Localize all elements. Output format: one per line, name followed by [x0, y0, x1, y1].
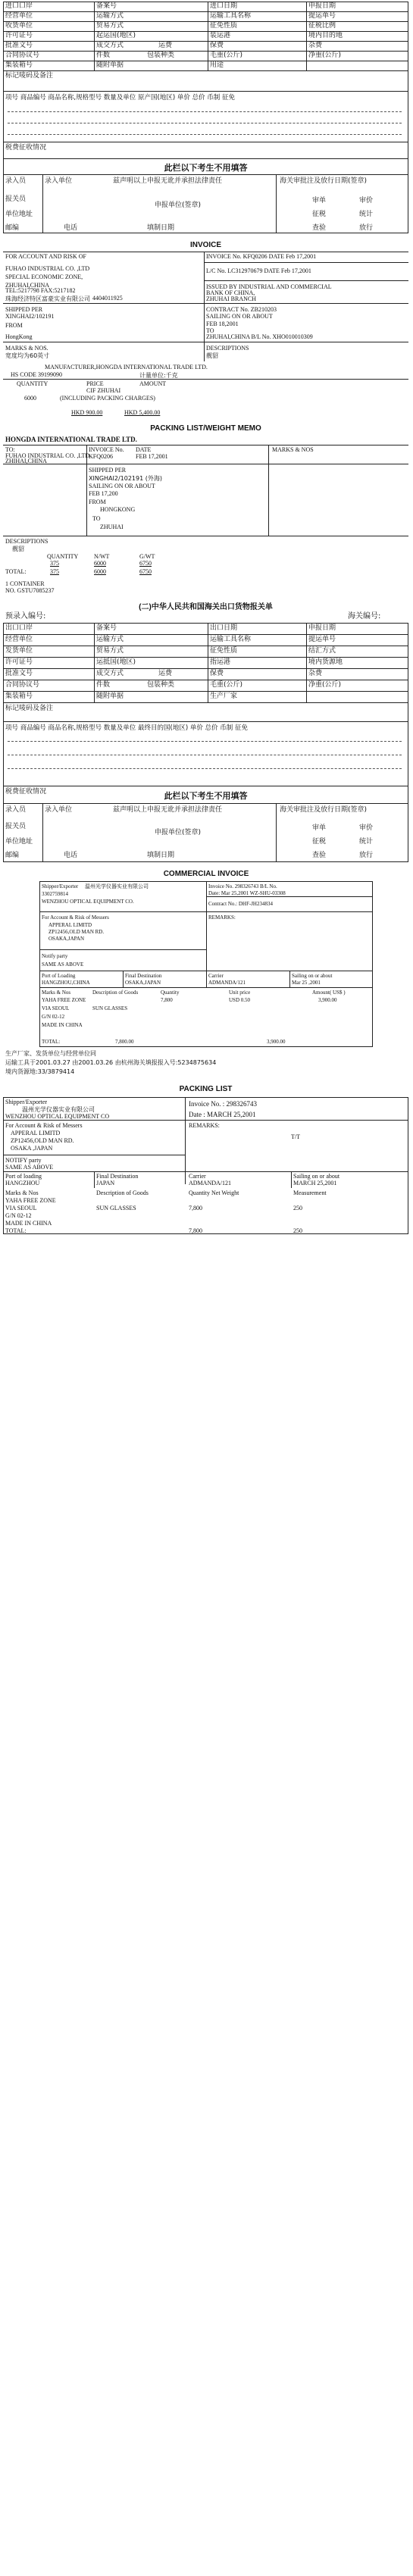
decl2-r5c1: 件数 — [96, 681, 111, 689]
pack2-sail-label: Sailing on or about — [293, 1173, 340, 1180]
pack1-to2-label: TO — [92, 515, 101, 522]
decl1-r2c0: 收货单位 — [5, 22, 33, 30]
inv2-mark2: VIA SEOUL — [42, 1005, 70, 1011]
pack2-sail: MARCH 25,2001 — [293, 1180, 337, 1186]
decl1-customs-note: 海关审批注及放行日期(签章) — [280, 177, 368, 185]
decl1-r2c1: 贸易方式 — [96, 22, 124, 30]
decl1-r6c0: 集装箱号 — [5, 61, 33, 69]
pack1-total-label: TOTAL: — [5, 568, 27, 575]
pack2-port: HANGZHOU — [5, 1180, 40, 1186]
decl1-postcode: 邮编 — [5, 224, 20, 232]
inv1-descriptions: DESCRIPTIONS — [206, 345, 249, 352]
inv1-unit-price: HKD 900.00 — [71, 409, 103, 416]
decl1-r3c2: 装运港 — [210, 32, 231, 39]
inv2-shipper-code: 3302759814 — [42, 891, 68, 897]
decl2-customs-no: 海关编号: — [348, 612, 381, 621]
decl2-customs-note: 海关审批注及放行日期(签章) — [280, 806, 368, 814]
pack2-qty-label: Quantity Net Weight — [189, 1190, 239, 1196]
inv1-city: ZHUHAI,CHINA — [5, 282, 49, 289]
pack1-nw: 6000 — [94, 560, 106, 567]
inv2-notify: Notify party — [42, 953, 68, 959]
pack2-meas-label: Measurement — [293, 1190, 327, 1196]
inv1-to-label: TO — [206, 327, 214, 334]
decl2-unit-address: 单位地址 — [5, 838, 33, 846]
inv2-unit-label: Unit price — [229, 989, 251, 996]
inv2-total-label: TOTAL: — [42, 1039, 61, 1045]
inv1-quantity: 6000 — [24, 395, 36, 402]
decl1-banner: 此栏以下考生不用填答 — [164, 164, 248, 173]
pack2-remarks: REMARKS: — [189, 1122, 220, 1129]
pack2-dest-label: Final Destination — [96, 1173, 139, 1180]
inv1-hs-code: HS CODE 39199090 — [11, 371, 63, 378]
pack2-shipper-label: Shipper/Exporter — [5, 1099, 48, 1105]
decl2-r4c2: 运费 — [158, 670, 173, 677]
decl2-phone: 电话 — [64, 852, 78, 859]
decl1-declaring-unit: 申报单位(签章) — [155, 202, 202, 209]
decl2-r6c1: 随附单据 — [96, 692, 124, 700]
inv1-price-label: PRICE — [86, 380, 104, 387]
pack2-port-label: Port of loading — [5, 1173, 42, 1180]
pack2-mark2: VIA SEOUL — [5, 1205, 37, 1211]
pack2-carrier-label: Carrier — [189, 1173, 206, 1180]
decl1-r1c0: 经营单位 — [5, 12, 33, 20]
decl2-title: (二)中华人民共和国海关出口货物报关单 — [139, 603, 273, 611]
decl1-goods-header: 项号 商品编号 商品名称,规格型号 数量及单位 原产国(地区) 单价 总价 币制 征免 — [5, 94, 235, 102]
decl2-r5c0: 合同协议号 — [5, 681, 40, 689]
decl2-banner: 此栏以下考生不用填答 — [164, 792, 248, 801]
pack1-to: FUHAO INDUSTRIAL CO. ,LTD — [5, 452, 90, 459]
decl2-r1c3: 提运单号 — [308, 636, 336, 643]
inv1-sailing: SAILING ON OR ABOUT — [206, 313, 273, 320]
decl1-inspect: 查验 — [312, 224, 327, 232]
decl2-examine: 审价 — [359, 824, 374, 832]
inv2-unit: USD 0.50 — [229, 997, 251, 1003]
decl1-r6c2: 用途 — [210, 61, 224, 69]
decl2-r2c0: 发货单位 — [5, 647, 33, 655]
pack1-total-gw: 6750 — [139, 568, 152, 575]
inv2-mark1: YAHA FREE ZONE — [42, 997, 86, 1003]
decl1-r1c2: 运输工具名称 — [210, 12, 252, 20]
decl2-r3c0: 许可证号 — [5, 658, 33, 666]
decl2-r4c3: 保费 — [210, 670, 224, 677]
inv1-shipped-label: SHIPPED PER — [5, 306, 43, 313]
decl2-levy: 征税 — [312, 838, 327, 846]
decl1-r2c3: 征税比例 — [308, 22, 336, 30]
decl2-entry-unit: 录入单位 — [45, 806, 73, 814]
pack2-shipper-cn: 温州光学仪器实业有限公司 — [22, 1106, 95, 1113]
decl2-r2c1: 贸易方式 — [96, 647, 124, 655]
pack2-title: PACKING LIST — [179, 1085, 233, 1093]
inv2-qty-label: Quantity — [161, 989, 180, 996]
inv1-branch: ZHUHAI BRANCH — [206, 295, 256, 302]
decl2-r1c1: 运输方式 — [96, 636, 124, 643]
decl1-phone: 电话 — [64, 224, 78, 232]
inv2-carrier-label: Carrier — [208, 973, 224, 979]
inv1-contract: CONTRACT No. ZB210203 — [206, 306, 277, 313]
pack1-to-label: TO: — [5, 446, 15, 453]
pack1-sailing: SAILING ON OR ABOUT — [89, 483, 155, 489]
pack1-total-nw: 6000 — [94, 568, 106, 575]
decl1-statistics: 统计 — [359, 211, 374, 218]
inv1-unit-note: 计量单位:千克 — [139, 372, 178, 379]
inv2-note2: 运输工具于2001.03.27 由2001.03.26 由杭州海关填报报入号:5234875634 — [5, 1059, 217, 1066]
inv1-zone: SPECIAL ECONOMIC ZONE, — [5, 274, 83, 280]
inv1-company: FUHAO INDUSTRIAL CO. ,LTD — [5, 265, 90, 272]
invoice-notes — [3, 1049, 408, 1083]
inv1-issued-by: ISSUED BY INDUSTRIAL AND COMMERCIAL — [206, 283, 332, 290]
decl1-r1c3: 提运单号 — [308, 12, 336, 20]
pack1-gw-label: G/WT — [139, 553, 155, 560]
inv1-packing: (INCLUDING PACKING CHARGES) — [60, 395, 155, 402]
decl2-r4c1: 成交方式 — [96, 670, 124, 677]
decl2-r2c2: 征免性质 — [210, 647, 238, 655]
invoice-title: INVOICE — [189, 241, 222, 249]
decl1-r3c0: 许可证号 — [5, 32, 33, 39]
pack2-addr: ZP12456,OLD MAN RD. — [11, 1137, 74, 1144]
inv1-cn-code: 4404011925 — [92, 295, 123, 302]
pack2-total-label: TOTAL: — [5, 1227, 27, 1234]
inv2-note3: 境内货源地:33/3879414 — [5, 1068, 75, 1075]
inv1-qty-label: QUANTITY — [17, 380, 48, 387]
pack2-date: Date : MARCH 25,2001 — [189, 1111, 256, 1118]
decl1-r5c2: 包装种类 — [147, 52, 175, 59]
pack2-weight: 250 — [293, 1205, 302, 1211]
inv1-tel: TEL:5217798 FAX:5217182 — [5, 287, 76, 294]
decl1-examine: 审价 — [359, 197, 374, 205]
decl1-r3c1: 起运国(地区) — [96, 32, 136, 39]
decl2-r6c2: 生产厂家 — [210, 692, 238, 700]
inv2-note1: 生产厂家、发货单位与经营单位同 — [5, 1050, 96, 1057]
pack1-container-no: NO. GSTU7085237 — [5, 587, 55, 594]
inv2-sail: Mar 25 ,2001 — [292, 980, 321, 986]
decl1-r4c4: 杂费 — [308, 42, 323, 49]
pack2-total-weight: 250 — [293, 1227, 302, 1234]
decl1-r2c2: 征免性质 — [210, 22, 238, 30]
pack1-qty-label: QUANTITY — [47, 553, 79, 560]
inv1-desc-cn: 靓貂 — [206, 352, 218, 359]
pack2-mark3: G/N 02-12 — [5, 1212, 32, 1219]
inv2-city: OSAKA,JAPAN — [48, 936, 85, 942]
decl2-entry-person: 录入员 — [5, 806, 27, 814]
inv1-invoice-no: INVOICE No. KFQ0206 DATE Feb 17,2001 — [206, 253, 317, 260]
inv2-same: SAME AS ABOVE — [42, 961, 84, 968]
inv2-total-amount: 3,900.00 — [267, 1039, 286, 1045]
inv2-port-label: Port of Loading — [42, 973, 76, 979]
pack2-total-qty: 7,800 — [189, 1227, 202, 1234]
inv2-buyer: APPERAL LIMITD — [48, 922, 92, 928]
pack1-nw-label: N/WT — [94, 553, 110, 560]
pack1-date-val: FEB 17,2001 — [136, 453, 168, 460]
decl1-r6c1: 随附单据 — [96, 61, 124, 69]
decl2-pre-no: 预录入编号: — [5, 612, 46, 621]
inv1-sail-date: FEB 18,2001 — [206, 320, 239, 327]
pack2-shipper-en: WENZHOU OPTICAL EQUIPMENT CO — [5, 1113, 110, 1120]
inv1-shipped-per: XINGHAI2/102191 — [5, 313, 55, 320]
pack2-desc-label: Description of Goods — [96, 1190, 149, 1196]
inv2-invoice-no: Invoice No. 298326743 B/L No. — [208, 883, 277, 889]
decl1-entry-person: 录入员 — [5, 177, 27, 185]
pack2-buyer: APPERAL LIMITD — [11, 1130, 61, 1136]
decl2-r1c2: 运输工具名称 — [210, 636, 252, 643]
inv1-lc-no: L/C No. LC312970679 DATE Feb 17,2001 — [206, 267, 311, 274]
pack2-qty: 7,800 — [189, 1205, 202, 1211]
pack1-invoice-no: INVOICE No. — [89, 446, 124, 453]
inv1-bank: BANK OF CHINA, — [206, 289, 255, 296]
decl2-r3c2: 指运港 — [210, 658, 231, 666]
inv2-mark4: MADE IN CHINA — [42, 1022, 83, 1028]
inv2-goods: SUN GLASSES — [92, 1005, 128, 1011]
decl1-r0c0: 进口口岸 — [5, 2, 33, 10]
pack1-title: PACKING LIST/WEIGHT MEMO — [150, 424, 261, 433]
inv2-date: Date: Mar 25,2001 WZ-SHU-03308 — [208, 890, 286, 896]
pack1-invoice-val: KFQ0206 — [89, 453, 114, 460]
decl1-r1c1: 运输方式 — [96, 12, 124, 20]
pack1-desc-cn: 靓貂 — [12, 546, 24, 552]
commercial-invoice — [39, 870, 373, 1074]
pack1-to2: ZHUHAI — [100, 524, 124, 530]
import-declaration-form — [3, 2, 408, 233]
inv2-contract: Contract No.: DHF-JH234834 — [208, 901, 273, 907]
inv1-total: HKD 5,400.00 — [124, 409, 161, 416]
pack2-tt: T/T — [291, 1133, 300, 1140]
inv1-account-label: FOR ACCOUNT AND RISK OF — [5, 253, 86, 260]
inv1-from-label: FROM — [5, 322, 23, 329]
pack1-date-label: DATE — [136, 446, 152, 453]
decl1-r4c1: 成交方式 — [96, 42, 124, 49]
packing-list — [3, 1085, 408, 1236]
inv2-mark3: G/N 02-12 — [42, 1014, 65, 1020]
decl1-r5c4: 净重(公斤) — [308, 52, 342, 59]
inv2-total-qty: 7,800.00 — [115, 1039, 134, 1045]
decl2-postcode: 邮编 — [5, 852, 20, 859]
pack2-carrier: ADMANDA/121 — [189, 1180, 231, 1186]
decl1-r4c2: 运费 — [158, 42, 173, 49]
pack1-gw: 6750 — [139, 560, 152, 567]
inv2-title: COMMERCIAL INVOICE — [163, 870, 249, 878]
pack1-shipped-per: SHIPPED PER — [89, 467, 127, 474]
decl2-goods-header: 项号 商品编号 商品名称,规格型号 数量及单位 最终目的国(地区) 单价 总价 币制 征免 — [5, 724, 248, 732]
pack1-vessel: XINGHAI2/102191 (外海) — [89, 475, 162, 482]
inv2-shipper-en: WENZHOU OPTICAL EQUIPMENT CO. — [42, 899, 134, 905]
decl1-r4c3: 保费 — [210, 42, 224, 49]
inv1-marks-note: 宽度均为60英寸 — [5, 352, 50, 359]
decl2-r5c2: 包装种类 — [147, 681, 175, 689]
decl1-r3c3: 境内目的地 — [308, 32, 343, 39]
pack1-to-city: ZHIHAI,CHINA — [5, 458, 47, 464]
decl1-r4c0: 批准文号 — [5, 42, 33, 49]
decl1-r5c3: 毛重(公斤) — [210, 52, 243, 59]
inv1-cn-name: 珠海经济特区富豪实业有限公司 — [5, 295, 90, 302]
decl2-declaring-unit: 申报单位(签章) — [155, 829, 202, 836]
inv2-carrier: ADMANDA/121 — [208, 980, 246, 986]
decl1-r5c1: 件数 — [96, 52, 111, 59]
pack2-goods: SUN GLASSES — [96, 1205, 136, 1211]
pack1-descriptions: DESCRIPTIONS — [5, 538, 48, 545]
decl2-r0c3: 申报日期 — [308, 624, 336, 632]
pack2-city: OSAKA ,JAPAN — [11, 1145, 53, 1152]
pack2-marks-label: Marks & Nos — [5, 1190, 39, 1196]
decl1-declarant: 报关员 — [5, 195, 27, 203]
inv2-port: HANGZHOU,CHINA — [42, 980, 90, 986]
decl2-tax-label: 税费征收情况 — [5, 788, 47, 796]
pack2-notify: NOTIFY party — [5, 1157, 42, 1164]
decl2-fill-date: 填制日期 — [147, 852, 175, 859]
inv2-dest: OSAKA,JAPAN — [125, 980, 161, 986]
decl1-r0c1: 备案号 — [96, 2, 117, 10]
export-declaration-form — [3, 600, 408, 861]
decl1-unit-address: 单位地址 — [5, 211, 33, 218]
inv1-manufacturer: MANUFACTURER,HONGDA INTERNATIONAL TRADE LTD. — [45, 364, 208, 370]
pack1-from-label: FROM — [89, 499, 106, 505]
decl1-r5c0: 合同协议号 — [5, 52, 40, 59]
pack1-total-qty: 375 — [50, 568, 59, 575]
pack1-sail-date: FEB 17,200 — [89, 490, 118, 497]
inv2-shipper-label: Shipper/Exporter — [42, 883, 79, 889]
pack2-same: SAME AS ABOVE — [5, 1164, 54, 1171]
decl1-levy: 征税 — [312, 211, 327, 218]
decl1-fill-date: 填制日期 — [147, 224, 175, 232]
decl1-r0c2: 进口日期 — [210, 2, 238, 10]
inv1-amount-label: AMOUNT — [139, 380, 167, 387]
decl2-release: 放行 — [359, 852, 374, 859]
decl1-r0c3: 申报日期 — [308, 2, 336, 10]
decl2-r1c0: 经营单位 — [5, 636, 33, 643]
inv2-addr: ZP12456,OLD MAN RD. — [48, 929, 105, 935]
inv2-qty: 7,800 — [161, 997, 173, 1003]
decl2-r0c2: 出口日期 — [210, 624, 238, 632]
inv1-to: ZHUHAI,CHINA B/L No. XHO010010309 — [206, 333, 313, 340]
pack2-mark1: YAHA FREE ZONE — [5, 1197, 56, 1204]
decl1-tax-label: 税费征收情况 — [5, 144, 47, 152]
pack2-dest: JAPAN — [96, 1180, 115, 1186]
decl2-r3c3: 境内货源地 — [308, 658, 343, 666]
inv2-amount-label: Amount( US$ ) — [312, 989, 346, 996]
inv2-amount: 3,900.00 — [318, 997, 337, 1003]
decl1-marks-label: 标记唛码及备注 — [5, 72, 54, 80]
decl2-r3c1: 运抵国(地区) — [96, 658, 136, 666]
inv2-shipper-cn: 温州光学仪器实业有限公司 — [85, 883, 149, 889]
decl2-inspect: 查验 — [312, 852, 327, 859]
inv1-from: HongKong — [5, 333, 33, 340]
decl2-r2c3: 结汇方式 — [308, 647, 336, 655]
decl2-r4c4: 杂费 — [308, 670, 323, 677]
decl1-release: 放行 — [359, 224, 374, 232]
decl2-r5c3: 毛重(公斤) — [210, 681, 243, 689]
pack1-from: HONGKONG — [100, 506, 136, 513]
decl2-r6c0: 集装箱号 — [5, 692, 33, 700]
packing-weight-memo — [3, 424, 408, 595]
decl2-r0c0: 出口口岸 — [5, 624, 33, 632]
decl2-declaration: 兹声明以上申报无讹并承担法律责任 — [113, 806, 223, 814]
pack2-account-label: For Account & Risk of Messers — [5, 1122, 83, 1129]
inv2-marks-label: Marks & Nos — [42, 989, 71, 996]
inv2-remarks: REMARKS: — [208, 914, 236, 921]
inv2-sail-label: Sailing on or about — [292, 973, 333, 979]
pack1-container: 1 CONTAINER — [5, 580, 45, 587]
inv1-cif: CIF ZHUHAI — [86, 387, 121, 394]
decl1-declaration: 兹声明以上申报无讹并承担法律责任 — [113, 177, 223, 185]
decl2-review: 审单 — [312, 824, 327, 832]
decl2-r4c0: 批准文号 — [5, 670, 33, 677]
invoice-section — [3, 241, 408, 415]
pack1-marks-header: MARKS & NOS — [272, 446, 314, 453]
decl2-r0c1: 备案号 — [96, 624, 117, 632]
inv2-desc-label: Description of Goods — [92, 989, 139, 996]
decl2-statistics: 统计 — [359, 838, 374, 846]
pack2-invoice-no: Invoice No. : 298326743 — [189, 1100, 257, 1108]
decl2-marks-label: 标记唛码及备注 — [5, 705, 54, 712]
inv2-account-label: For Account & Risk of Messers — [42, 914, 109, 921]
inv2-dest-label: Final Destination — [125, 973, 162, 979]
pack1-qty: 375 — [50, 560, 59, 567]
decl2-declarant: 报关员 — [5, 823, 27, 830]
pack2-mark4: MADE IN CHINA — [5, 1220, 52, 1227]
pack1-company: HONGDA INTERNATIONAL TRADE LTD. — [5, 436, 137, 443]
decl2-r5c4: 净重(公斤) — [308, 681, 342, 689]
decl1-entry-unit: 录入单位 — [45, 177, 73, 185]
decl1-review: 审单 — [312, 197, 327, 205]
inv1-marks-label: MARKS & NOS. — [5, 345, 48, 352]
